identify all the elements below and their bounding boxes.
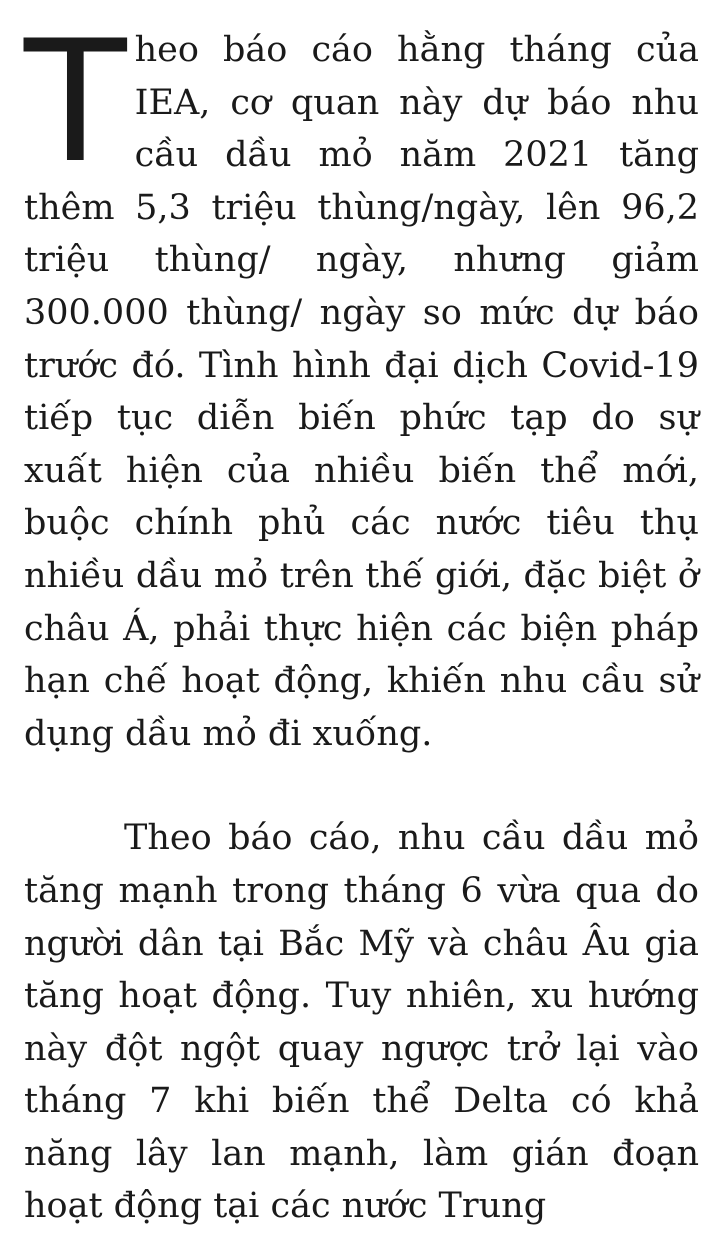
paragraph-2 (24, 812, 699, 1233)
paragraph-1 (24, 4, 699, 760)
article-body (24, 4, 699, 1233)
paragraph-1-text: heo báo cáo hằng tháng của IEA, cơ quan này dự báo nhu cầu dầu mỏ năm 2021 tăng thêm 5,3 triệu thùng/ngày, lên 96,2 triệu thùng/ ngày, nhưng giảm 300.000 thùng/ ngày so mức dự báo trước đó. Tình hình đại dịch Covid-19 tiếp tục diễn biến phức tạp do sự xuất hiện của nhiều biến thể mới, buộc chính phủ các nước tiêu thụ nhiều dầu mỏ trên thế giới, đặc biệt ở châu Á, phải thực hiện các biện pháp hạn chế hoạt động, khiến nhu cầu sử dụng dầu mỏ đi xuống. (24, 30, 699, 754)
paragraph-2-text: Theo báo cáo, nhu cầu dầu mỏ tăng mạnh trong tháng 6 vừa qua do người dân tại Bắc Mỹ và châu Âu gia tăng hoạt động. Tuy nhiên, xu hướng này đột ngột quay ngược trở lại vào tháng 7 khi biến thể Delta có khả năng lây lan mạnh, làm gián đoạn hoạt động tại các nước Trung (24, 818, 699, 1227)
paragraph-gap (24, 760, 699, 812)
drop-cap: T (24, 4, 127, 200)
